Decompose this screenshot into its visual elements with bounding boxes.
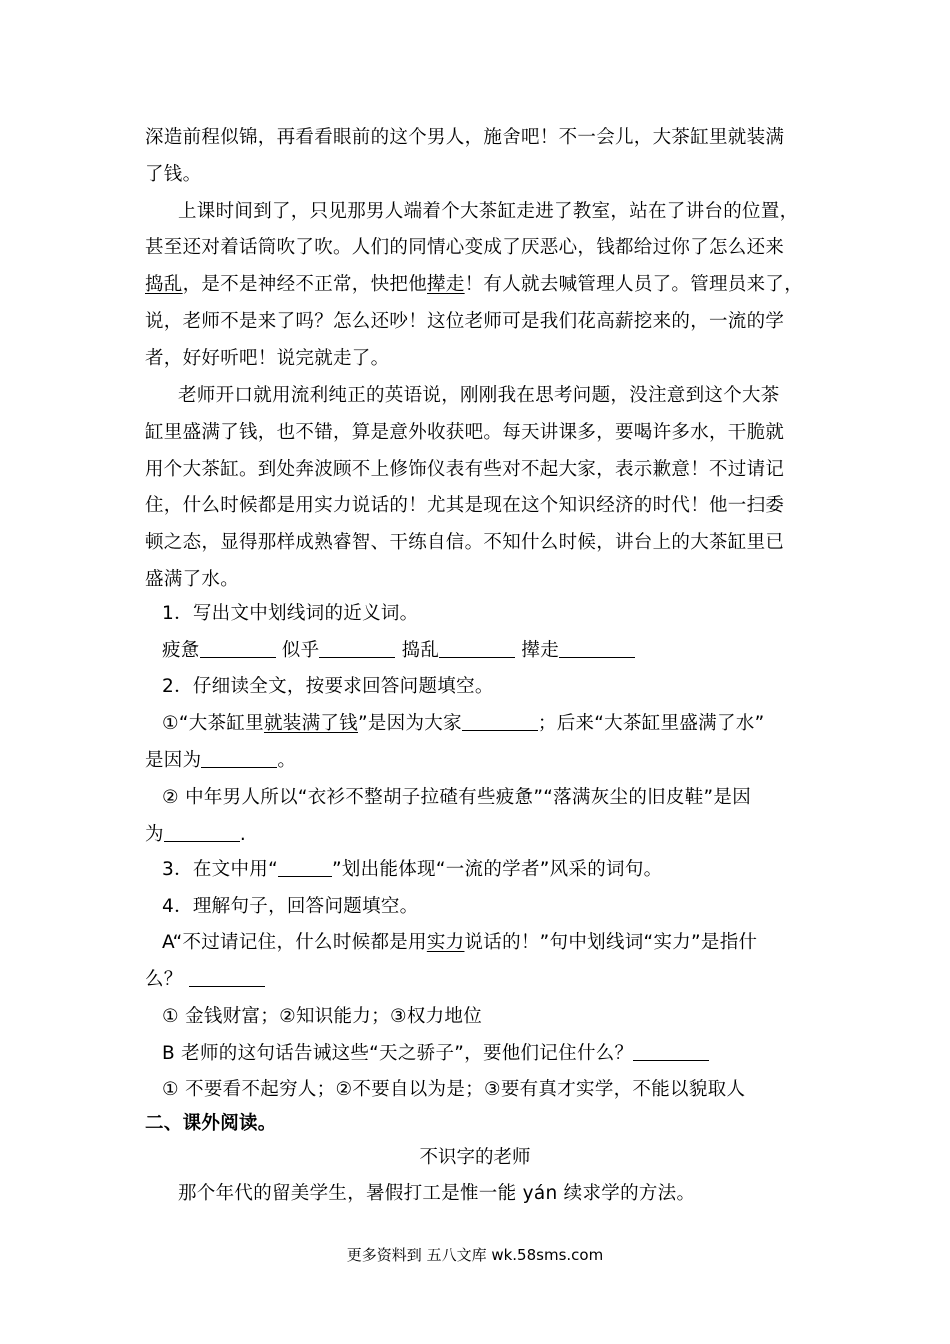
answer-blank-q2b[interactable]: [164, 823, 240, 842]
word-3: 捣乱: [401, 640, 440, 661]
q2a-text-mid: ”是因为大家: [358, 713, 462, 734]
q2a-text-pre: ①“大茶缸里: [162, 713, 264, 734]
q4a-text-post: 说话的！”句中划线词“实力”是指什: [464, 932, 758, 953]
word-2: 似乎: [281, 640, 320, 661]
p2-line-2: 甚至还对着话筒吹了吹。人们的同情心变成了厌恶心，钱都给过你了怎么还来: [145, 237, 785, 258]
footer-watermark: 更多资料到 五八文库 wk.58sms.com: [346, 1246, 604, 1264]
story-line-1: 那个年代的留美学生，暑假打工是惟一能 yán 续求学的方法。: [178, 1183, 696, 1204]
q2a-line2-text: 是因为: [145, 750, 202, 771]
q4a-underlined: 实力: [426, 932, 465, 953]
question-4a: [162, 931, 757, 955]
story-title: 不识字的老师: [419, 1147, 531, 1168]
question-2a: [162, 712, 764, 736]
question-2b-line-2: [145, 823, 246, 847]
p2-line-3-text-a: ，是不是神经不正常，快把他: [182, 274, 428, 295]
answer-blank-q2a-1[interactable]: [462, 712, 538, 731]
answer-blank-1[interactable]: [200, 639, 276, 658]
p2-line-4: 说，老师不是来了吗？怎么还吵！这位老师可是我们花高薪挖来的，一流的学: [145, 311, 785, 332]
question-2: 2．仔细读全文，按要求回答问题填空。: [162, 676, 494, 697]
underlined-word-daoluan: 捣乱: [145, 274, 183, 295]
question-2a-line-2: [145, 749, 296, 773]
answer-blank-3[interactable]: [439, 639, 515, 658]
p2-line-5: 者，好好听吧！说完就走了。: [145, 348, 390, 369]
p3-line-2: 缸里盛满了钱，也不错，算是意外收获吧。每天讲课多，要喝许多水，干脆就: [145, 422, 785, 443]
p1-line-2: 了钱。: [145, 164, 202, 185]
p2-line-3-text-b: ！有人就去喊管理人员了。管理员来了，: [464, 274, 804, 295]
q2b-line2-text: 为: [145, 824, 164, 845]
answer-blank-2[interactable]: [319, 639, 395, 658]
answer-blank-q2a-2[interactable]: [201, 749, 277, 768]
question-4: 4．理解句子，回答问题填空。: [162, 896, 419, 917]
answer-blank-q4a[interactable]: [189, 968, 265, 987]
q4b-text: B 老师的这句话告诫这些“天之骄子”，要他们记住什么？: [162, 1043, 634, 1064]
q3-text-post: ”划出能体现“一流的学者”风采的词句。: [331, 859, 663, 880]
q2a-underlined: 就装满了钱: [263, 713, 358, 734]
p3-line-5: 顿之态，显得那样成熟睿智、干练自信。不知什么时候，讲台上的大茶缸里已: [145, 532, 785, 553]
question-4a-line-2: [145, 968, 265, 992]
p3-line-6: 盛满了水。: [145, 569, 240, 590]
q4a-text-pre: A“不过请记住，什么时候都是用: [162, 932, 427, 953]
q4a-line2-text: 么？: [145, 969, 183, 990]
p2-line-3: [145, 273, 803, 297]
underline-sample: [278, 858, 332, 877]
p3-line-3: 用个大茶缸。到处奔波顾不上修饰仪表有些对不起大家，表示歉意！不过请记: [145, 459, 785, 480]
section-2-heading: 二、课外阅读。: [145, 1113, 277, 1134]
question-1: 1．写出文中划线词的近义词。: [162, 603, 419, 624]
p3-line-4: 住，什么时候都是用实力说话的！尤其是现在这个知识经济的时代！他一扫委: [145, 495, 785, 516]
question-4b-options: ① 不要看不起穷人；②不要自以为是；③要有真才实学，不能以貌取人: [162, 1079, 746, 1100]
answer-blank-4[interactable]: [559, 639, 635, 658]
question-3: [162, 858, 662, 882]
underlined-word-nianzou: 撵走: [427, 274, 465, 295]
question-1-blanks: [162, 639, 635, 663]
word-1: 疲惫: [162, 640, 200, 661]
p2-line-1: 上课时间到了，只见那男人端着个大茶缸走进了教室，站在了讲台的位置，: [178, 201, 799, 222]
q2a-text-post: ；后来“大茶缸里盛满了水”: [537, 713, 765, 734]
word-4: 撵走: [521, 640, 559, 661]
question-2b: ② 中年男人所以“衣衫不整胡子拉碴有些疲惫”“落满灰尘的旧皮鞋”是因: [162, 787, 752, 808]
answer-blank-q4b[interactable]: [633, 1042, 709, 1061]
p1-line-1: 深造前程似锦，再看看眼前的这个男人，施舍吧！不一会儿，大茶缸里就装满: [145, 127, 785, 148]
p3-line-1: 老师开口就用流利纯正的英语说，刚刚我在思考问题，没注意到这个大茶: [178, 385, 780, 406]
q2b-line2-end: .: [239, 824, 246, 845]
question-4b: [162, 1042, 709, 1066]
question-4a-options: ① 金钱财富；②知识能力；③权力地位: [162, 1006, 483, 1027]
q2a-line2-end: 。: [277, 750, 297, 771]
q3-text-pre: 3．在文中用“: [162, 859, 278, 880]
